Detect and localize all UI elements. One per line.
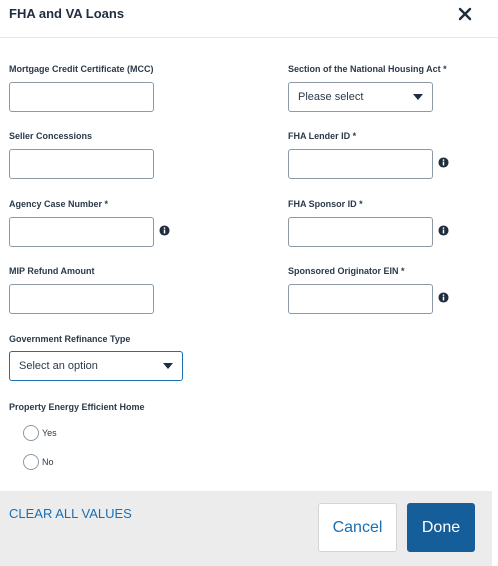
mcc-label: Mortgage Credit Certificate (MCC): [9, 64, 154, 74]
info-icon[interactable]: [438, 292, 449, 303]
nha-section-select[interactable]: [288, 82, 433, 112]
sponsored-originator-ein-input[interactable]: [288, 284, 433, 314]
gov-refinance-label: Government Refinance Type: [9, 334, 131, 344]
gov-refinance-value: Select an option: [19, 360, 98, 372]
seller-concessions-input[interactable]: [9, 149, 154, 179]
close-button[interactable]: [455, 4, 475, 24]
gov-refinance-select[interactable]: [9, 351, 183, 381]
chevron-down-icon: [163, 363, 173, 369]
energy-no-label: No: [42, 457, 54, 467]
energy-yes-radio[interactable]: [23, 425, 39, 441]
dialog-footer: [0, 491, 492, 566]
info-icon[interactable]: [438, 225, 449, 236]
mcc-input[interactable]: [9, 82, 154, 112]
close-icon: [455, 4, 475, 24]
nha-section-value: Please select: [298, 91, 364, 103]
dialog-header: [0, 0, 498, 38]
info-icon[interactable]: [438, 157, 449, 168]
info-icon[interactable]: [159, 225, 170, 236]
energy-efficient-label: Property Energy Efficient Home: [9, 402, 145, 412]
clear-all-values-link[interactable]: CLEAR ALL VALUES: [9, 506, 132, 521]
done-button[interactable]: Done: [407, 503, 475, 552]
fha-sponsor-id-label: FHA Sponsor ID *: [288, 199, 363, 209]
dialog-title: FHA and VA Loans: [9, 6, 125, 21]
mip-refund-input[interactable]: [9, 284, 154, 314]
agency-case-number-label: Agency Case Number *: [9, 199, 109, 209]
nha-section-label: Section of the National Housing Act *: [288, 64, 447, 74]
fha-sponsor-id-input[interactable]: [288, 217, 433, 247]
fha-lender-id-input[interactable]: [288, 149, 433, 179]
agency-case-number-input[interactable]: [9, 217, 154, 247]
energy-yes-label: Yes: [42, 428, 57, 438]
fha-lender-id-label: FHA Lender ID *: [288, 131, 357, 141]
energy-no-radio[interactable]: [23, 454, 39, 470]
cancel-button[interactable]: Cancel: [318, 503, 397, 552]
chevron-down-icon: [413, 94, 423, 100]
mip-refund-label: MIP Refund Amount: [9, 266, 95, 276]
sponsored-originator-ein-label: Sponsored Originator EIN *: [288, 266, 405, 276]
seller-concessions-label: Seller Concessions: [9, 131, 93, 141]
